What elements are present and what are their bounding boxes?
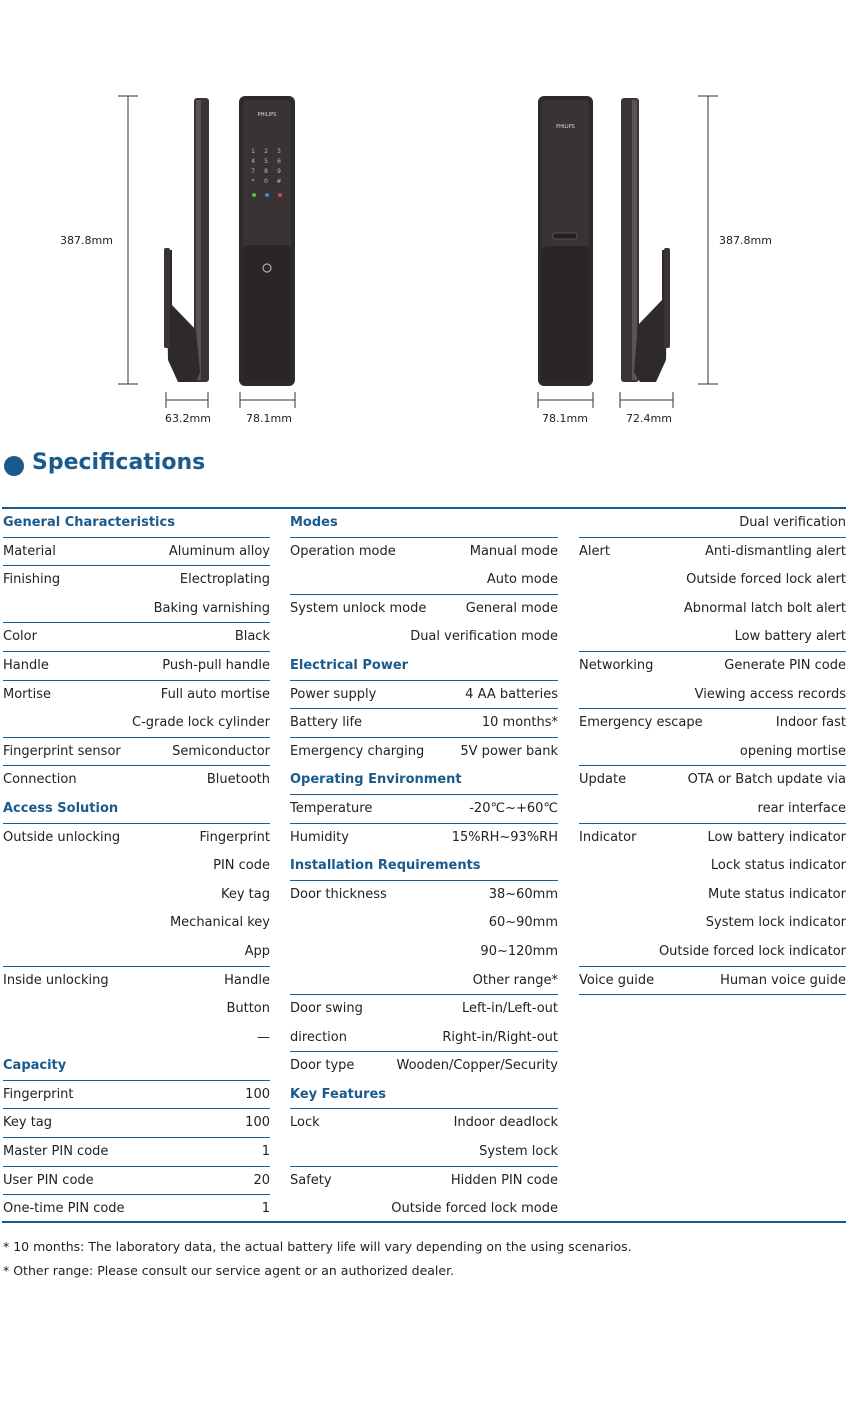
- spec-key: Finishing: [3, 572, 61, 588]
- spec-row: [290, 938, 558, 967]
- spec-key: Update: [579, 772, 627, 788]
- spec-row: [3, 967, 270, 996]
- spec-row: [579, 595, 846, 624]
- spec-value: Left-in/Left-out: [461, 1001, 558, 1017]
- spec-row: [290, 595, 558, 624]
- section-header-label: Modes: [290, 515, 338, 530]
- spec-row: [579, 909, 846, 938]
- spec-key: Emergency escape: [579, 715, 703, 731]
- spec-row: [290, 967, 558, 996]
- spec-row: [579, 795, 846, 824]
- section-header-label: Installation Requirements: [290, 858, 481, 874]
- spec-value: 10 months*: [481, 715, 558, 731]
- spec-value: General mode: [465, 600, 558, 616]
- keypad-key: 9: [277, 168, 281, 175]
- spec-row: [579, 623, 846, 652]
- spec-row: [3, 1138, 270, 1167]
- spec-key: Fingerprint: [3, 1086, 74, 1102]
- spec-row: [3, 681, 270, 710]
- spec-value: Low battery alert: [734, 629, 846, 645]
- left-width-dimensions: [166, 392, 295, 408]
- spec-row: [290, 1024, 558, 1053]
- footnote-battery: * 10 months: The laboratory data, the actual battery life will vary depending on the using scenarios.: [3, 1239, 632, 1254]
- section-bullet-icon: [4, 456, 24, 476]
- spec-value: Manual mode: [469, 543, 558, 559]
- spec-row: [3, 881, 270, 910]
- spec-row: [290, 909, 558, 938]
- spec-key: Operation mode: [290, 543, 396, 559]
- spec-key: Lock: [290, 1115, 320, 1131]
- spec-column-1: [3, 509, 270, 1224]
- spec-row: [3, 995, 270, 1024]
- spec-section-header: [290, 509, 558, 538]
- spec-row: [579, 967, 846, 996]
- spec-value: opening mortise: [739, 743, 846, 759]
- section-header-label: Key Features: [290, 1086, 387, 1102]
- left-front-view: [239, 96, 295, 386]
- spec-row: [3, 566, 270, 595]
- spec-value: -20℃~+60℃: [469, 800, 558, 816]
- spec-key: Power supply: [290, 686, 377, 702]
- spec-value: Low battery indicator: [707, 829, 846, 845]
- spec-value: Black: [234, 629, 270, 645]
- spec-value: 90~120mm: [480, 943, 558, 959]
- spec-row: [290, 566, 558, 595]
- spec-value: 38~60mm: [488, 886, 558, 902]
- spec-key: Alert: [579, 543, 610, 559]
- right-side-width-label: 72.4mm: [626, 412, 672, 425]
- spec-row: [290, 738, 558, 767]
- spec-value: System lock: [479, 1144, 558, 1160]
- spec-row: [579, 509, 846, 538]
- spec-section-header: [290, 852, 558, 881]
- spec-row: [290, 1167, 558, 1196]
- spec-row: [290, 1138, 558, 1167]
- spec-row: [579, 681, 846, 710]
- spec-value: Aluminum alloy: [168, 543, 270, 559]
- spec-row: [3, 652, 270, 681]
- spec-value: Outside forced lock indicator: [658, 943, 846, 959]
- spec-row: [3, 623, 270, 652]
- section-header-label: General Characteristics: [3, 515, 175, 530]
- spec-section-header: [3, 795, 270, 824]
- spec-value: Push-pull handle: [162, 657, 270, 673]
- section-header-label: Access Solution: [3, 800, 119, 816]
- right-side-view: [621, 98, 670, 382]
- spec-row: [3, 1024, 270, 1053]
- spec-section-header: [290, 766, 558, 795]
- spec-row: [579, 709, 846, 738]
- section-title: Specifications: [32, 450, 206, 475]
- left-front-width-label: 78.1mm: [246, 412, 292, 425]
- spec-section-header: [290, 652, 558, 681]
- spec-row: [290, 538, 558, 567]
- section-header-label: Capacity: [3, 1058, 67, 1074]
- keypad-key: 8: [264, 168, 268, 175]
- spec-key: Handle: [3, 657, 49, 673]
- spec-value: Right-in/Right-out: [442, 1029, 558, 1045]
- spec-row: [290, 995, 558, 1024]
- spec-value: Indoor deadlock: [453, 1115, 558, 1131]
- spec-value: Hidden PIN code: [450, 1172, 558, 1188]
- spec-key: direction: [290, 1029, 347, 1045]
- spec-value: PIN code: [213, 858, 270, 874]
- right-height-dimension: [698, 96, 718, 384]
- keypad-key: 0: [264, 178, 268, 185]
- spec-section-header: [3, 509, 270, 538]
- spec-row: [3, 1081, 270, 1110]
- right-front-width-label: 78.1mm: [542, 412, 588, 425]
- spec-key: User PIN code: [3, 1172, 94, 1188]
- spec-value: Mechanical key: [169, 915, 270, 931]
- spec-key: Door thickness: [290, 886, 387, 902]
- spec-value: Human voice guide: [720, 972, 846, 988]
- section-header-label: Operating Environment: [290, 772, 462, 788]
- spec-key: Indicator: [579, 829, 637, 845]
- spec-row: [3, 595, 270, 624]
- spec-key: Mortise: [3, 686, 51, 702]
- keypad-key: 6: [277, 158, 281, 165]
- spec-key: Safety: [290, 1172, 332, 1188]
- spec-row: [290, 881, 558, 910]
- keypad-key: #: [276, 178, 282, 185]
- spec-row: [579, 538, 846, 567]
- spec-row: [290, 681, 558, 710]
- spec-value: Baking varnishing: [153, 600, 270, 616]
- spec-value: Full auto mortise: [160, 686, 270, 702]
- spec-key: Outside unlocking: [3, 829, 121, 845]
- spec-row: [579, 766, 846, 795]
- spec-value: 5V power bank: [460, 743, 558, 759]
- spec-key: Emergency charging: [290, 743, 425, 759]
- spec-value: Semiconductor: [172, 743, 270, 759]
- spec-value: App: [244, 943, 270, 959]
- spec-row: [3, 852, 270, 881]
- spec-value: 60~90mm: [488, 915, 558, 931]
- keypad-key: 3: [277, 148, 281, 155]
- spec-row: [579, 652, 846, 681]
- right-width-dimensions: [538, 392, 673, 408]
- spec-value: Other range*: [472, 972, 558, 988]
- spec-key: Temperature: [290, 800, 373, 816]
- spec-value: Anti-dismantling alert: [704, 543, 846, 559]
- spec-row: [290, 709, 558, 738]
- spec-row: [579, 881, 846, 910]
- spec-column-2: [290, 509, 558, 1224]
- spec-key: Fingerprint sensor: [3, 743, 121, 759]
- spec-row: [3, 1195, 270, 1224]
- spec-value: Abnormal latch bolt alert: [683, 600, 846, 616]
- spec-value: System lock indicator: [705, 915, 846, 931]
- footnote-range: * Other range: Please consult our service agent or an authorized dealer.: [3, 1263, 455, 1278]
- spec-row: [290, 1195, 558, 1224]
- spec-value: Handle: [224, 972, 270, 988]
- spec-key: Humidity: [290, 829, 349, 845]
- spec-value: Fingerprint: [199, 829, 270, 845]
- spec-value: 4 AA batteries: [465, 686, 558, 702]
- spec-row: [579, 824, 846, 853]
- brand-logo-left: PHILIPS: [257, 112, 277, 118]
- spec-row: [579, 566, 846, 595]
- spec-row: [3, 1167, 270, 1196]
- spec-value: C-grade lock cylinder: [132, 715, 270, 731]
- spec-value: Outside forced lock alert: [686, 572, 846, 588]
- spec-section-header: [290, 1081, 558, 1110]
- keypad-key: 5: [264, 158, 268, 165]
- spec-value: Electroplating: [179, 572, 270, 588]
- spec-key: Door type: [290, 1058, 355, 1074]
- left-height-label: 387.8mm: [60, 234, 113, 247]
- spec-row: [3, 709, 270, 738]
- keypad-key: 4: [251, 158, 255, 165]
- spec-value: OTA or Batch update via: [687, 772, 846, 788]
- left-height-dimension: [118, 96, 138, 384]
- spec-key: System unlock mode: [290, 600, 427, 616]
- keypad-key: 2: [264, 148, 268, 155]
- spec-value: Dual verification mode: [410, 629, 558, 645]
- spec-value: 100: [245, 1115, 270, 1131]
- spec-row: [290, 1109, 558, 1138]
- spec-key: Color: [3, 629, 37, 645]
- left-side-view: [164, 98, 209, 382]
- spec-row: [3, 824, 270, 853]
- table-bottom-rule: [2, 1221, 846, 1223]
- spec-row: [3, 766, 270, 795]
- spec-value: Generate PIN code: [724, 657, 846, 673]
- lock-drawings: [0, 0, 848, 440]
- spec-value: Wooden/Copper/Security: [396, 1058, 558, 1074]
- spec-key: Voice guide: [579, 972, 655, 988]
- spec-value: 1: [261, 1201, 270, 1217]
- spec-value: 20: [253, 1172, 270, 1188]
- spec-value: —: [257, 1029, 270, 1045]
- spec-key: Door swing: [290, 1001, 363, 1017]
- section-header-label: Electrical Power: [290, 657, 409, 673]
- spec-value: Mute status indicator: [708, 886, 846, 902]
- spec-key: Inside unlocking: [3, 972, 109, 988]
- spec-key: Connection: [3, 772, 77, 788]
- spec-value: Key tag: [220, 886, 270, 902]
- keypad-key: 1: [251, 148, 255, 155]
- spec-value: Viewing access records: [694, 686, 846, 702]
- spec-key: One-time PIN code: [3, 1201, 125, 1217]
- keypad-key: 7: [251, 168, 255, 175]
- spec-row: [579, 852, 846, 881]
- spec-row: [3, 538, 270, 567]
- spec-value: Dual verification: [739, 515, 846, 530]
- spec-key: Battery life: [290, 715, 363, 731]
- spec-row: [290, 824, 558, 853]
- spec-value: 15%RH~93%RH: [451, 829, 558, 845]
- spec-row: [290, 795, 558, 824]
- spec-row: [3, 738, 270, 767]
- spec-value: Indoor fast: [775, 715, 846, 731]
- spec-row: [579, 738, 846, 767]
- right-height-label: 387.8mm: [719, 234, 772, 247]
- spec-value: Button: [226, 1001, 270, 1017]
- spec-value: Auto mode: [486, 572, 558, 588]
- spec-key: Material: [3, 543, 56, 559]
- keypad-key: *: [251, 178, 255, 185]
- spec-value: Outside forced lock mode: [391, 1201, 558, 1217]
- spec-key: Key tag: [3, 1115, 53, 1131]
- spec-value: Lock status indicator: [710, 858, 846, 874]
- spec-row: [3, 909, 270, 938]
- spec-value: Bluetooth: [206, 772, 270, 788]
- right-front-view: [538, 96, 593, 386]
- spec-key: Master PIN code: [3, 1144, 109, 1160]
- spec-section-header: [3, 1052, 270, 1081]
- spec-row: [290, 623, 558, 652]
- spec-row: [290, 1052, 558, 1081]
- spec-value: rear interface: [757, 800, 846, 816]
- spec-column-3: [579, 509, 846, 995]
- spec-value: 100: [245, 1086, 270, 1102]
- left-side-width-label: 63.2mm: [165, 412, 211, 425]
- brand-logo-right: PHILIPS: [556, 124, 575, 130]
- spec-value: 1: [261, 1144, 270, 1160]
- spec-row: [579, 938, 846, 967]
- spec-key: Networking: [579, 657, 654, 673]
- spec-row: [3, 1109, 270, 1138]
- spec-row: [3, 938, 270, 967]
